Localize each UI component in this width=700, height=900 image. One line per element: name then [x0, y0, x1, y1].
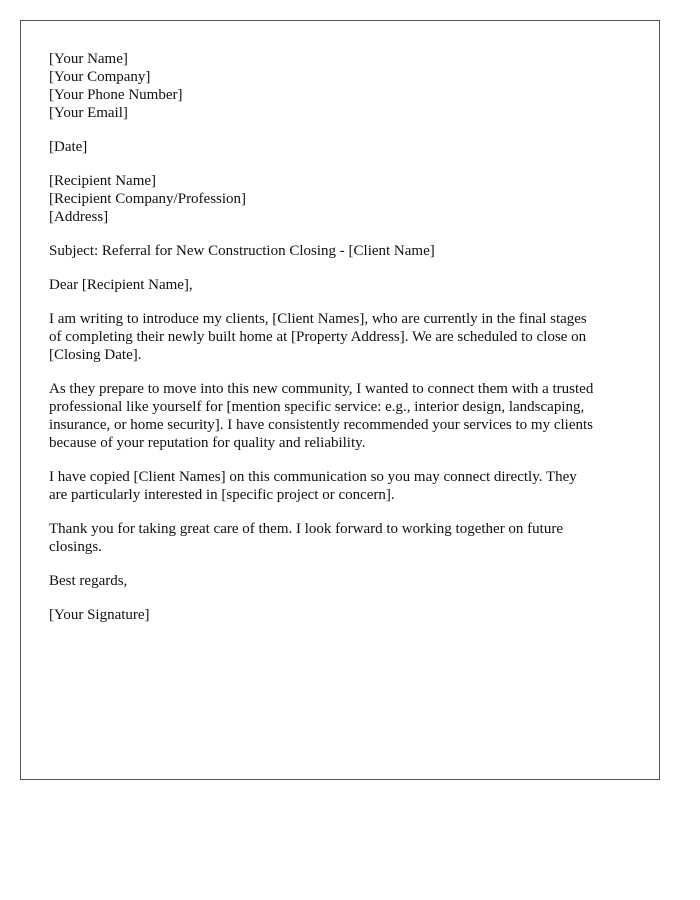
paragraph-line: professional like yourself for [mention specific service: e.g., interior design, landscaping, — [49, 399, 585, 415]
paragraph-line: I am writing to introduce my clients, [Client Names], who are currently in the final stages — [49, 311, 587, 327]
closing — [49, 572, 631, 590]
subject-line — [49, 242, 631, 260]
letter-page — [20, 20, 660, 780]
paragraph-line: [Closing Date]. — [49, 347, 142, 363]
body-paragraph-4 — [49, 520, 631, 556]
paragraph-line: closings. — [49, 539, 102, 555]
signature-block — [49, 606, 631, 624]
salutation-text: Dear [Recipient Name], — [49, 277, 193, 293]
paragraph-line: because of your reputation for quality and reliability. — [49, 435, 366, 451]
closing-text: Best regards, — [49, 573, 128, 589]
recipient-company: [Recipient Company/Profession] — [49, 191, 247, 207]
sender-name: [Your Name] — [49, 51, 128, 67]
salutation — [49, 276, 631, 294]
subject-text: Subject: Referral for New Construction Closing - [Client Name] — [49, 243, 435, 259]
sender-block — [49, 50, 631, 122]
body-paragraph-3 — [49, 468, 631, 504]
recipient-block — [49, 172, 631, 226]
sender-company: [Your Company] — [49, 69, 151, 85]
recipient-name: [Recipient Name] — [49, 173, 157, 189]
paragraph-line: As they prepare to move into this new community, I wanted to connect them with a trusted — [49, 381, 594, 397]
paragraph-line: are particularly interested in [specific project or concern]. — [49, 487, 395, 503]
paragraph-line: insurance, or home security]. I have consistently recommended your services to my clients — [49, 417, 593, 433]
body-paragraph-2 — [49, 380, 631, 452]
letter-date: [Date] — [49, 139, 88, 155]
paragraph-line: of completing their newly built home at [Property Address]. We are scheduled to close on — [49, 329, 587, 345]
paragraph-line: I have copied [Client Names] on this communication so you may connect directly. They — [49, 469, 577, 485]
date-block — [49, 138, 631, 156]
sender-phone: [Your Phone Number] — [49, 87, 183, 103]
recipient-address: [Address] — [49, 209, 109, 225]
paragraph-line: Thank you for taking great care of them. I look forward to working together on future — [49, 521, 563, 537]
sender-email: [Your Email] — [49, 105, 128, 121]
body-paragraph-1 — [49, 310, 631, 364]
signature-placeholder: [Your Signature] — [49, 607, 150, 623]
